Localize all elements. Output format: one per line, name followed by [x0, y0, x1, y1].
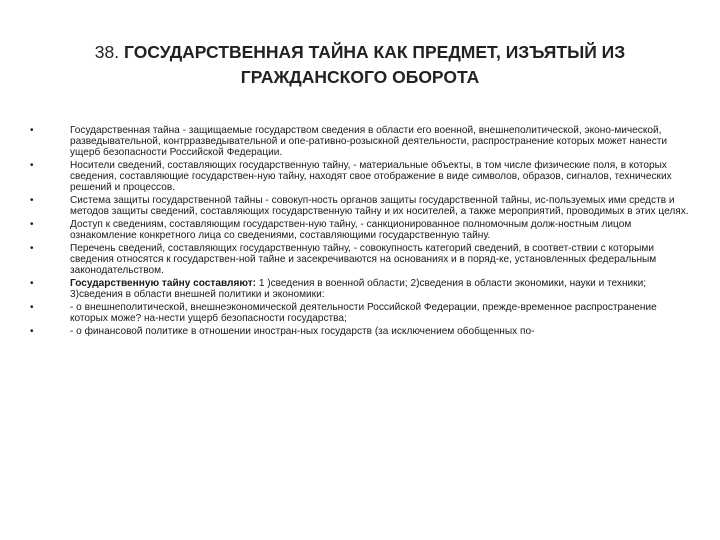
bullet-icon: • — [30, 125, 34, 136]
bullet-icon: • — [30, 195, 34, 206]
bullet-item — [28, 160, 694, 193]
bullet-list — [28, 125, 694, 337]
bullet-item — [28, 302, 694, 324]
bullet-text: Система защиты государственной тайны - совокуп-ность органов защиты государственной тайны, ис-пользуемых ими средств и методов защиты сведений, составляющих государственную тайну и их носителей, а также мероприятий, проводимых в этих целях. — [70, 195, 689, 217]
bullet-text: - о внешнеполитической, внешнеэкономической деятельности Российской Федерации, прежде-временное распространение которых може? на-нести ущерб безопасности государства; — [70, 302, 657, 324]
title-number: 38. — [94, 42, 120, 62]
bullet-strong-text: Государственную тайну составляют: — [70, 278, 257, 289]
bullet-icon: • — [30, 278, 34, 289]
bullet-icon: • — [30, 326, 34, 337]
slide-title — [40, 40, 680, 90]
bullet-icon: • — [30, 160, 34, 171]
bullet-icon: • — [30, 243, 34, 254]
bullet-item — [28, 125, 694, 158]
bullet-item — [28, 195, 694, 217]
bullet-item — [28, 243, 694, 276]
bullet-text: - о финансовой политике в отношении иностран-ных государств (за исключением обобщенных по- — [70, 326, 535, 337]
bullet-icon: • — [30, 219, 34, 230]
bullet-item — [28, 278, 694, 300]
bullet-item — [28, 326, 694, 337]
bullet-text: Государственная тайна - защищаемые государством сведения в области его военной, внешнеполитической, эконо-мической, разведывательной, контрразведывательной и опе-ративно-розыскной деятельности, распространение которых может нанести ущерб безопасности Российской Федерации. — [70, 125, 668, 158]
bullet-icon: • — [30, 302, 34, 313]
bullet-text: Носители сведений, составляющих государственную тайну, - материальные объекты, в том числе физические поля, в которых сведения, составляющие государствен-ную тайну, находят свое отображение в виде символов, образов, сигналов, технических решений и процессов. — [70, 160, 672, 193]
bullet-text: Перечень сведений, составляющих государственную тайну, - совокупность категорий сведений, в соответ-ствии с которыми сведения относятся к государствен-ной тайне и засекречиваются на основаниях и в поряд-ке, установленных федеральным законодательством. — [70, 243, 657, 276]
bullet-item — [28, 219, 694, 241]
bullet-text: Доступ к сведениям, составляющим государствен-ную тайну, - санкционированное полномочным долж-ностным лицом ознакомление конкретного лица со сведениями, составляющими государственную тайну. — [70, 219, 632, 241]
bullet-text: 1 )сведения в военной области; 2)сведения в области экономики, науки и техники; 3)сведения в области внешней политики и экономики: — [70, 278, 647, 300]
title-text: ГОСУДАРСТВЕННАЯ ТАЙНА КАК ПРЕДМЕТ, ИЗЪЯТЫЙ ИЗ ГРАЖДАНСКОГО ОБОРОТА — [124, 42, 626, 87]
